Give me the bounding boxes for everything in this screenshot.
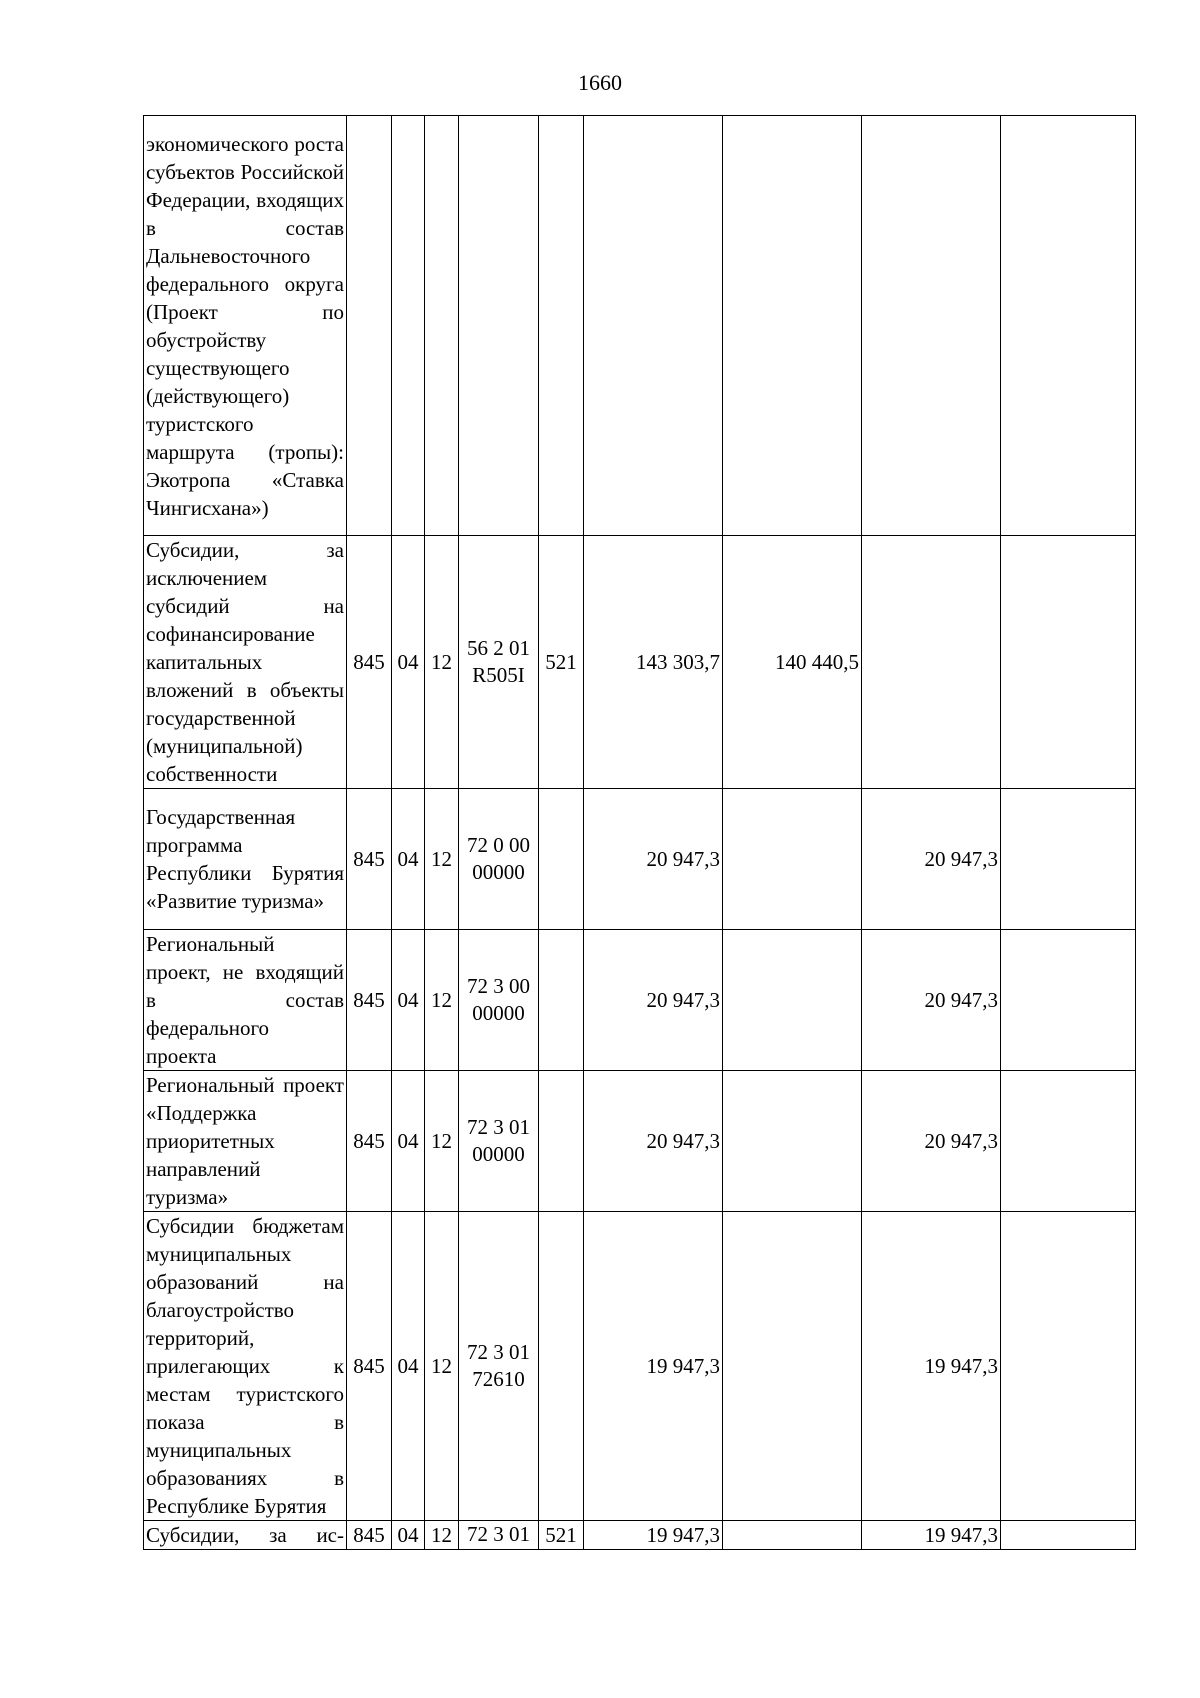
target-article-code: 72 3 01 72610 [459,1212,539,1521]
row-name: экономического роста субъектов Российской Федерации, входящих в состав Дальневосточного федерального округа (Проект по обустройству существующего (действующего) туристского маршрута (тропы): Экотропа «Ставка Чингисхана») [144,116,347,536]
section-code: 04 [392,536,425,789]
target-article-code: 56 2 01 R505I [459,536,539,789]
amount-federal [723,1212,862,1521]
amount-federal [723,1521,862,1550]
expense-type-code [539,116,584,536]
amount: 19 947,3 [584,1521,723,1550]
subsection-code: 12 [425,1212,459,1521]
target-article-code: 72 3 00 00000 [459,930,539,1071]
section-code: 04 [392,789,425,930]
amount: 20 947,3 [584,930,723,1071]
ministry-code [347,116,392,536]
target-article-code: 72 3 01 00000 [459,1071,539,1212]
amount-other [1001,1521,1136,1550]
amount-regional [862,116,1001,536]
amount-regional: 20 947,3 [862,930,1001,1071]
subsection-code: 12 [425,1071,459,1212]
ministry-code: 845 [347,536,392,789]
amount-federal [723,789,862,930]
subsection-code: 12 [425,930,459,1071]
amount-federal [723,1071,862,1212]
ministry-code: 845 [347,1521,392,1550]
target-article-code [459,116,539,536]
expense-type-code [539,1212,584,1521]
budget-table [143,115,1136,1550]
row-name: Региональный проект «Поддержка приоритетных направлений туризма» [144,1071,347,1212]
amount-regional: 19 947,3 [862,1212,1001,1521]
subsection-code: 12 [425,1521,459,1550]
amount-regional: 20 947,3 [862,789,1001,930]
amount-regional [862,536,1001,789]
subsection-code [425,116,459,536]
section-code: 04 [392,1071,425,1212]
row-name: Субсидии бюджетам муниципальных образований на благоустройство территорий, прилегающих к местам туристского показа в муниципальных образованиях в Республике Бурятия [144,1212,347,1521]
section-code: 04 [392,930,425,1071]
amount-other [1001,1071,1136,1212]
row-name: Субсидии, за исключением субсидий на софинансирование капитальных вложений в объекты государственной (муниципальной) собственности [144,536,347,789]
amount [584,116,723,536]
table-row [144,1521,1136,1550]
table-row [144,1212,1136,1521]
amount-other [1001,116,1136,536]
section-code: 04 [392,1212,425,1521]
row-name: Субсидии, за ис- [144,1521,347,1550]
expense-type-code: 521 [539,536,584,789]
table-row [144,930,1136,1071]
ministry-code: 845 [347,930,392,1071]
subsection-code: 12 [425,536,459,789]
amount-other [1001,1212,1136,1521]
expense-type-code [539,789,584,930]
amount-federal [723,930,862,1071]
subsection-code: 12 [425,789,459,930]
amount: 19 947,3 [584,1212,723,1521]
amount: 20 947,3 [584,1071,723,1212]
amount-other [1001,789,1136,930]
table-row [144,536,1136,789]
table-row [144,1071,1136,1212]
amount-regional: 19 947,3 [862,1521,1001,1550]
ministry-code: 845 [347,1071,392,1212]
row-name: Государственная программа Республики Бурятия «Развитие туризма» [144,789,347,930]
amount-other [1001,930,1136,1071]
amount-federal: 140 440,5 [723,536,862,789]
section-code: 04 [392,1521,425,1550]
page-number: 1660 [578,70,622,95]
table-row [144,789,1136,930]
amount-regional: 20 947,3 [862,1071,1001,1212]
target-article-code: 72 3 01 [459,1521,539,1550]
expense-type-code [539,930,584,1071]
expense-type-code [539,1071,584,1212]
row-name: Региональный проект, не входящий в состав федерального проекта [144,930,347,1071]
target-article-code: 72 0 00 00000 [459,789,539,930]
amount: 20 947,3 [584,789,723,930]
amount-other [1001,536,1136,789]
ministry-code: 845 [347,789,392,930]
expense-type-code: 521 [539,1521,584,1550]
section-code [392,116,425,536]
amount: 143 303,7 [584,536,723,789]
ministry-code: 845 [347,1212,392,1521]
amount-federal [723,116,862,536]
table-row [144,116,1136,536]
